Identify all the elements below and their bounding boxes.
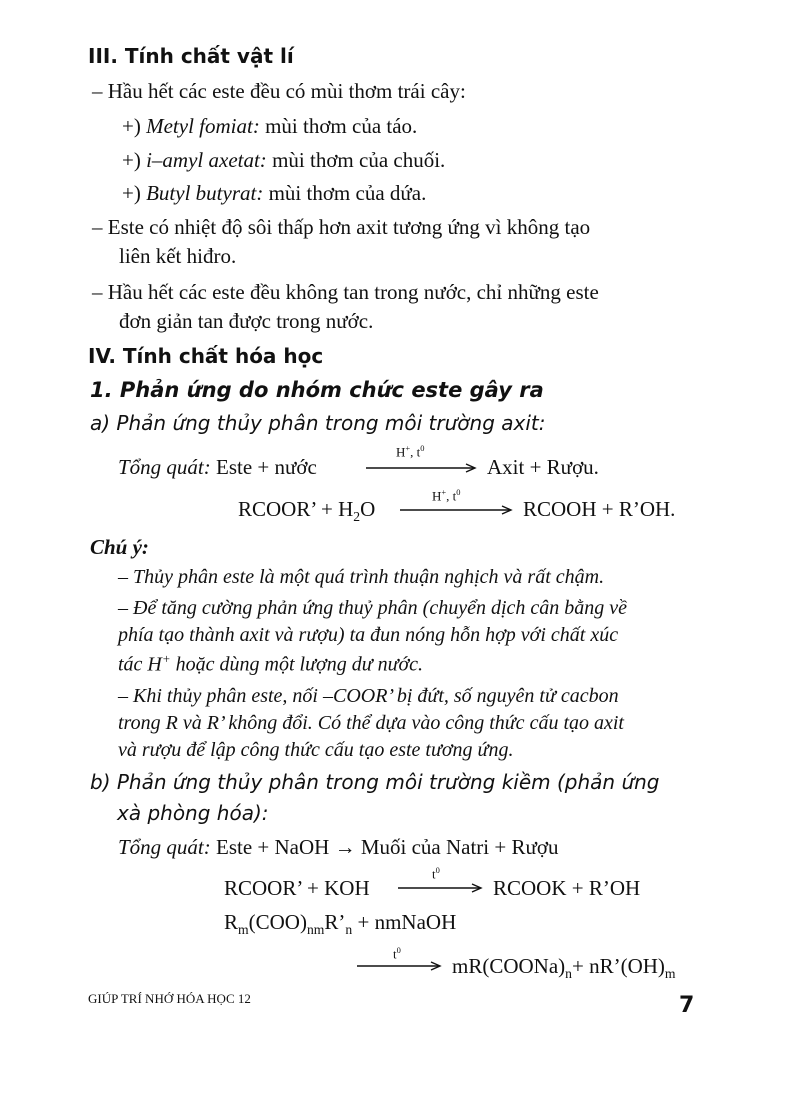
part-a-general-products: Axit + Rượu.	[487, 455, 599, 479]
note-2-line-3: tác H+ hoặc dùng một lượng dư nước.	[118, 651, 424, 676]
part-a-general-equation: Tổng quát: Este + nước	[118, 455, 317, 479]
note-3-line-3: và rượu để lập công thức cấu tạo este tương ứng.	[118, 739, 514, 761]
part-b-general-equation: Tổng quát: Este + NaOH → Muối của Natri + Rượu	[118, 835, 559, 859]
reaction-arrow-icon	[357, 960, 443, 972]
part-b-equation-3: $mR(COONa)_n+$ $nR’(OH)_m$	[452, 954, 676, 982]
arrow-condition-acid-2: H+, $t^0$	[432, 487, 461, 504]
note-3-line-1: – Khi thủy phân este, nối –COOR’ bị đứt, số nguyên tử cacbon	[118, 685, 619, 707]
property-bullet-2-line-1: – Este có nhiệt độ sôi thấp hơn axit tương ứng vì không tạo	[92, 215, 591, 239]
note-2-line-2: phía tạo thành axit và rượu) ta đun nóng hỗn hợp với chất xúc	[118, 624, 619, 646]
part-a-title: a) Phản ứng thủy phân trong môi trường axit:	[90, 411, 546, 435]
part-b-equation-1-right: RCOOK + R’OH	[493, 876, 641, 900]
note-title: Chú ý:	[90, 535, 149, 559]
arrow-condition-heat-2: $t^0$	[393, 945, 401, 962]
part-a-equation-right: RCOOH + R’OH.	[523, 497, 676, 521]
reaction-arrow-icon	[366, 462, 478, 474]
reaction-arrow-icon	[400, 504, 514, 516]
arrow-condition-acid: H+, $t^0$	[396, 443, 425, 460]
property-bullet-3-line-2: đơn giản tan được trong nước.	[119, 309, 374, 333]
subsection-1-title: 1. Phản ứng do nhóm chức este gây ra	[90, 378, 544, 402]
page-number: 7	[679, 993, 695, 1018]
part-b-title-line-2: xà phòng hóa):	[117, 801, 269, 825]
property-bullet-3-line-1: – Hầu hết các este đều không tan trong nước, chỉ những este	[92, 280, 599, 304]
section-3-title: III. Tính chất vật lí	[88, 44, 294, 68]
property-bullet-2-line-2: liên kết hiđro.	[119, 244, 237, 268]
footer-book-title: GIÚP TRÍ NHỚ HÓA HỌC 12	[88, 991, 251, 1006]
part-b-equation-2: $R_m(COO)_{nm}R’_n$ + nmNaOH	[224, 910, 457, 938]
scent-item-1: +) Metyl fomiat: mùi thơm của táo.	[122, 114, 418, 138]
reaction-arrow-icon	[398, 882, 484, 894]
property-bullet-1: – Hầu hết các este đều có mùi thơm trái cây:	[92, 79, 466, 103]
part-b-title-line-1: b) Phản ứng thủy phân trong môi trường kiềm (phản ứng	[90, 770, 660, 794]
section-4-title: IV. Tính chất hóa học	[88, 344, 324, 368]
note-1: – Thủy phân este là một quá trình thuận nghịch và rất chậm.	[118, 566, 605, 588]
scent-item-3: +) Butyl butyrat: mùi thơm của dứa.	[122, 181, 427, 205]
part-a-equation-left: RCOOR’ + $H_2O$	[238, 497, 376, 525]
part-b-equation-1-left: RCOOR’ + KOH	[224, 876, 370, 900]
note-3-line-2: trong R và R’ không đổi. Có thể dựa vào công thức cấu tạo axit	[118, 712, 624, 734]
note-2-line-1: – Để tăng cường phản ứng thuỷ phân (chuyển dịch cân bằng về	[118, 597, 628, 619]
scent-item-2: +) i–amyl axetat: mùi thơm của chuối.	[122, 148, 446, 172]
arrow-condition-heat: $t^0$	[432, 865, 440, 882]
